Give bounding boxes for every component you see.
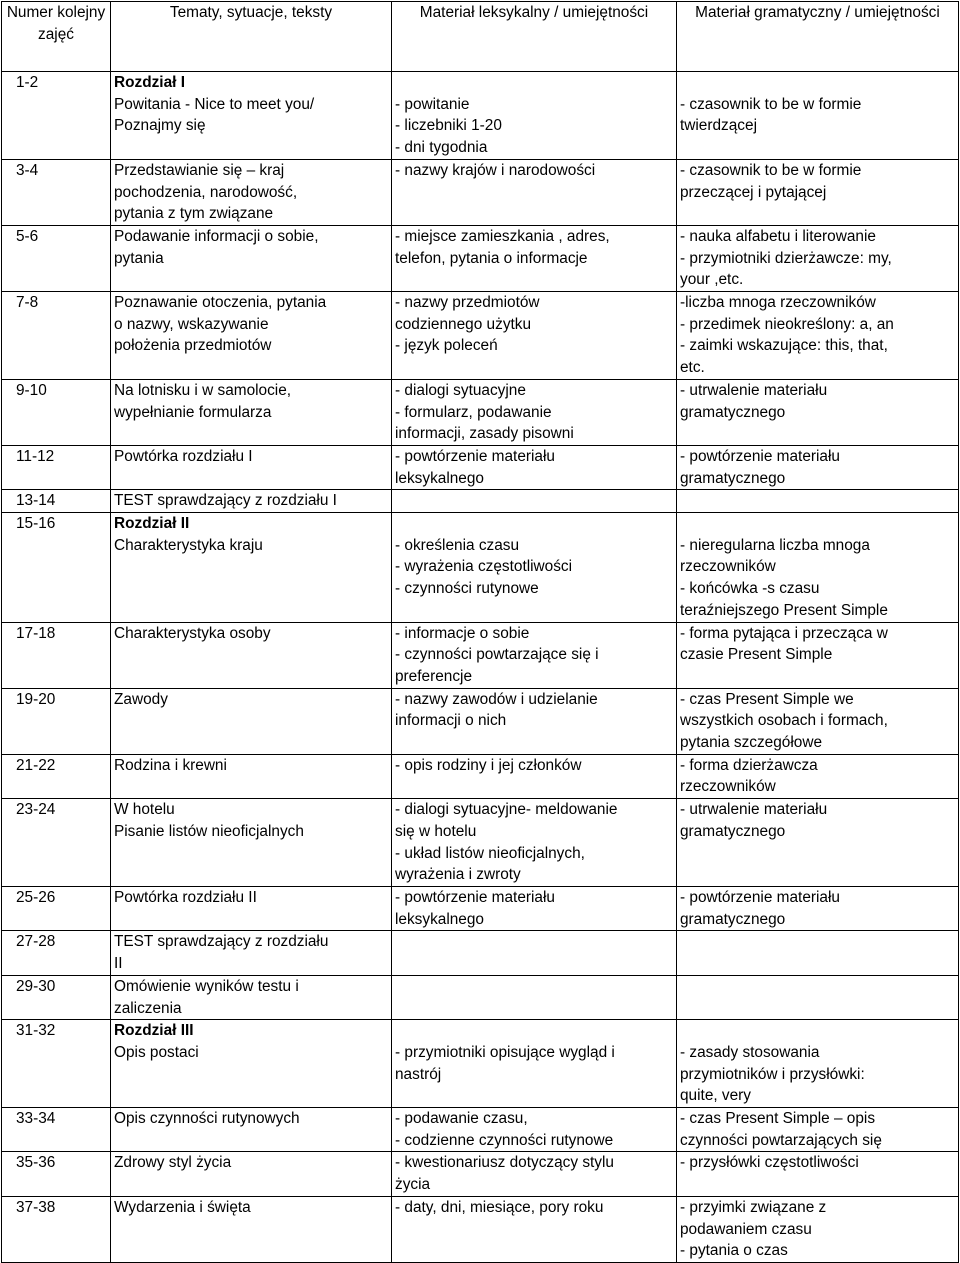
- grammar-line: gramatycznego: [680, 403, 786, 421]
- lexical-line: - układ listów nieoficjalnych,: [395, 844, 585, 862]
- topic-cell: [111, 886, 392, 930]
- topic-line: Opis czynności rutynowych: [114, 1110, 300, 1127]
- grammar-cell: [677, 490, 959, 513]
- lexical-cell: [392, 975, 677, 1019]
- chapter-heading: Rozdział III: [114, 1022, 194, 1040]
- lexical-line: - liczebniki 1-20: [395, 117, 502, 135]
- grammar-line: etc.: [680, 359, 705, 377]
- topic-line: Rodzina i krewni: [114, 756, 227, 774]
- grammar-line: rzeczowników: [680, 778, 776, 796]
- grammar-cell: [677, 1152, 959, 1196]
- lesson-number: 3-4: [2, 159, 111, 225]
- topic-line: Przedstawianie się – kraj: [114, 161, 285, 179]
- header-row: [2, 2, 959, 72]
- grammar-cell: [677, 799, 959, 887]
- grammar-line: - końcówka -s czasu: [680, 580, 820, 598]
- topic-cell: [111, 931, 392, 975]
- topic-cell: [111, 1020, 392, 1108]
- lexical-cell: [392, 754, 677, 798]
- table-row: [2, 688, 959, 754]
- header-topics: Tematy, sytuacje, teksty: [111, 2, 392, 72]
- grammar-cell: [677, 72, 959, 160]
- topic-cell: [111, 292, 392, 380]
- lexical-line: - nazwy przedmiotów: [395, 294, 540, 312]
- lexical-line: leksykalnego: [395, 469, 484, 487]
- grammar-line: your ,etc.: [680, 271, 744, 289]
- grammar-line: - przyimki związane z: [680, 1198, 827, 1216]
- grammar-line: - utrwalenie materiału: [680, 801, 828, 819]
- lexical-line: leksykalnego: [395, 910, 484, 928]
- topic-cell: [111, 1196, 392, 1262]
- topic-line: Powtórka rozdziału II: [114, 888, 257, 906]
- lexical-cell: [392, 1152, 677, 1196]
- topic-cell: [111, 754, 392, 798]
- lexical-line: nastrój: [395, 1065, 442, 1083]
- grammar-cell: [677, 445, 959, 489]
- topic-line: pochodzenia, narodowość,: [114, 183, 298, 201]
- grammar-line: -liczba mnoga rzeczowników: [680, 294, 876, 312]
- lexical-cell: [392, 72, 677, 160]
- topic-line: Powtórka rozdziału I: [114, 447, 253, 465]
- grammar-line: czynności powtarzających się: [680, 1131, 882, 1149]
- topic-line: Opis postaci: [114, 1043, 199, 1061]
- lesson-number: 1-2: [2, 72, 111, 160]
- grammar-line: - pytania o czas: [680, 1242, 788, 1260]
- lexical-cell: [392, 1020, 677, 1108]
- topic-line: wypełnianie formularza: [114, 403, 272, 421]
- grammar-cell: [677, 225, 959, 291]
- lexical-line: - powitanie: [395, 95, 470, 113]
- grammar-line: - przymiotniki dzierżawcze: my,: [680, 249, 892, 267]
- lexical-line: - informacje o sobie: [395, 624, 530, 642]
- lexical-line: - powtórzenie materiału: [395, 447, 555, 465]
- lexical-line: informacji, zasady pisowni: [395, 425, 574, 443]
- topic-cell: [111, 799, 392, 887]
- lesson-number: 25-26: [2, 886, 111, 930]
- grammar-line: pytania szczegółowe: [680, 734, 823, 752]
- topic-cell: [111, 975, 392, 1019]
- topic-line: Poznawanie otoczenia, pytania: [114, 294, 327, 312]
- topic-line: pytania z tym związane: [114, 205, 274, 223]
- topic-cell: [111, 159, 392, 225]
- grammar-line: wszystkich osobach i formach,: [680, 712, 888, 730]
- topic-line: TEST sprawdzający z rozdziału: [114, 933, 329, 951]
- lexical-line: - dni tygodnia: [395, 139, 488, 157]
- lexical-line: - określenia czasu: [395, 536, 520, 554]
- grammar-line: - zasady stosowania: [680, 1043, 820, 1061]
- lexical-line: - powtórzenie materiału: [395, 888, 555, 906]
- lesson-number: 33-34: [2, 1108, 111, 1152]
- grammar-line: - nauka alfabetu i literowanie: [680, 227, 876, 245]
- lexical-line: - formularz, podawanie: [395, 403, 552, 421]
- grammar-line: - zaimki wskazujące: this, that,: [680, 337, 888, 355]
- topic-line: pytania: [114, 249, 164, 267]
- topic-line: Zawody: [114, 690, 168, 708]
- grammar-line: przymiotników i przysłówki:: [680, 1065, 865, 1083]
- topic-line: Charakterystyka kraju: [114, 536, 263, 554]
- table-row: [2, 513, 959, 623]
- table-row: [2, 292, 959, 380]
- grammar-line: quite, very: [680, 1087, 752, 1105]
- topic-cell: [111, 490, 392, 513]
- lexical-cell: [392, 886, 677, 930]
- grammar-cell: [677, 688, 959, 754]
- grammar-cell: [677, 159, 959, 225]
- spacer: [395, 72, 673, 94]
- table-row: [2, 754, 959, 798]
- topic-cell: [111, 622, 392, 688]
- topic-cell: [111, 225, 392, 291]
- grammar-cell: [677, 931, 959, 975]
- table-row: [2, 225, 959, 291]
- lexical-cell: [392, 931, 677, 975]
- topic-line: Na lotnisku i w samolocie,: [114, 381, 292, 399]
- lexical-line: - podawanie czasu,: [395, 1110, 528, 1127]
- table-row: [2, 886, 959, 930]
- topic-cell: [111, 1152, 392, 1196]
- grammar-cell: [677, 1108, 959, 1152]
- grammar-line: gramatycznego: [680, 910, 786, 928]
- lesson-number: 19-20: [2, 688, 111, 754]
- lesson-number: 31-32: [2, 1020, 111, 1108]
- lexical-line: - przymiotniki opisujące wygląd i: [395, 1043, 615, 1061]
- lexical-line: telefon, pytania o informacje: [395, 249, 588, 267]
- lexical-line: - opis rodziny i jej członków: [395, 756, 582, 774]
- grammar-cell: [677, 1020, 959, 1108]
- lexical-cell: [392, 799, 677, 887]
- topic-line: TEST sprawdzający z rozdziału I: [114, 492, 337, 510]
- lexical-cell: [392, 513, 677, 623]
- header-grammar: Materiał gramatyczny / umiejętności: [677, 2, 959, 72]
- table-row: [2, 622, 959, 688]
- table-row: [2, 799, 959, 887]
- table-row: [2, 1152, 959, 1196]
- lexical-cell: [392, 159, 677, 225]
- table-row: [2, 445, 959, 489]
- table-row: [2, 72, 959, 160]
- topic-line: Powitania - Nice to meet you/: [114, 95, 315, 113]
- table-row: [2, 975, 959, 1019]
- lesson-number: 29-30: [2, 975, 111, 1019]
- grammar-line: - utrwalenie materiału: [680, 381, 828, 399]
- lexical-line: preferencje: [395, 667, 472, 685]
- lexical-cell: [392, 1108, 677, 1152]
- grammar-line: twierdzącej: [680, 117, 757, 135]
- grammar-cell: [677, 292, 959, 380]
- spacer: [395, 513, 673, 535]
- lexical-cell: [392, 225, 677, 291]
- lexical-line: wyrażenia i zwroty: [395, 866, 521, 884]
- grammar-line: - czasownik to be w formie: [680, 161, 862, 179]
- table-row: [2, 159, 959, 225]
- spacer: [680, 513, 955, 535]
- spacer: [680, 1020, 955, 1042]
- grammar-line: - czasownik to be w formie: [680, 95, 862, 113]
- lexical-cell: [392, 292, 677, 380]
- topic-cell: [111, 513, 392, 623]
- grammar-line: gramatycznego: [680, 822, 786, 840]
- table-row: [2, 490, 959, 513]
- lexical-line: - nazwy krajów i narodowości: [395, 161, 596, 179]
- topic-line: II: [114, 955, 123, 973]
- lesson-number: 21-22: [2, 754, 111, 798]
- grammar-line: przeczącej i pytającej: [680, 183, 827, 201]
- grammar-line: gramatycznego: [680, 469, 786, 487]
- lexical-line: - codzienne czynności rutynowe: [395, 1131, 614, 1149]
- topic-line: Poznajmy się: [114, 117, 206, 135]
- chapter-heading: Rozdział II: [114, 515, 190, 533]
- topic-line: Charakterystyka osoby: [114, 624, 271, 642]
- table-row: [2, 1108, 959, 1152]
- grammar-line: - powtórzenie materiału: [680, 888, 840, 906]
- header-number: Numer kolejny zajęć: [2, 2, 111, 72]
- grammar-line: - przedimek nieokreślony: a, an: [680, 315, 894, 333]
- topic-line: Omówienie wyników testu i: [114, 977, 299, 995]
- topic-line: Wydarzenia i święta: [114, 1198, 251, 1216]
- lexical-cell: [392, 445, 677, 489]
- topic-line: W hotelu: [114, 801, 175, 819]
- grammar-line: - powtórzenie materiału: [680, 447, 840, 465]
- topic-cell: [111, 688, 392, 754]
- lexical-cell: [392, 688, 677, 754]
- topic-line: Podawanie informacji o sobie,: [114, 227, 319, 245]
- lexical-cell: [392, 379, 677, 445]
- lexical-line: - miejsce zamieszkania , adres,: [395, 227, 610, 245]
- grammar-cell: [677, 1196, 959, 1262]
- spacer: [680, 72, 955, 94]
- lexical-line: - kwestionariusz dotyczący stylu: [395, 1154, 614, 1172]
- lesson-number: 17-18: [2, 622, 111, 688]
- grammar-cell: [677, 975, 959, 1019]
- chapter-heading: Rozdział I: [114, 74, 185, 91]
- lesson-number: 11-12: [2, 445, 111, 489]
- grammar-line: - czas Present Simple – opis: [680, 1110, 876, 1127]
- topic-cell: [111, 1108, 392, 1152]
- lesson-number: 27-28: [2, 931, 111, 975]
- grammar-line: - przysłówki częstotliwości: [680, 1154, 859, 1172]
- lesson-number: 5-6: [2, 225, 111, 291]
- lesson-number: 23-24: [2, 799, 111, 887]
- grammar-cell: [677, 513, 959, 623]
- topic-cell: [111, 379, 392, 445]
- topic-line: o nazwy, wskazywanie: [114, 315, 269, 333]
- lesson-number: 37-38: [2, 1196, 111, 1262]
- header-lexical: Materiał leksykalny / umiejętności: [392, 2, 677, 72]
- grammar-line: czasie Present Simple: [680, 646, 833, 664]
- grammar-line: teraźniejszego Present Simple: [680, 601, 888, 619]
- lexical-line: - dialogi sytuacyjne: [395, 381, 526, 399]
- table-row: [2, 931, 959, 975]
- grammar-line: - forma dzierżawcza: [680, 756, 818, 774]
- lesson-number: 35-36: [2, 1152, 111, 1196]
- lexical-cell: [392, 1196, 677, 1262]
- lexical-line: - daty, dni, miesiące, pory roku: [395, 1198, 604, 1216]
- lexical-line: - dialogi sytuacyjne- meldowanie: [395, 801, 618, 819]
- lexical-line: codziennego użytku: [395, 315, 532, 333]
- table-row: [2, 1020, 959, 1108]
- lexical-cell: [392, 490, 677, 513]
- table-row: [2, 1196, 959, 1262]
- topic-cell: [111, 445, 392, 489]
- lexical-cell: [392, 622, 677, 688]
- lesson-number: 7-8: [2, 292, 111, 380]
- topic-line: położenia przedmiotów: [114, 337, 272, 355]
- syllabus-table: [1, 1, 959, 1263]
- grammar-cell: [677, 622, 959, 688]
- topic-line: Pisanie listów nieoficjalnych: [114, 822, 304, 840]
- lexical-line: - język poleceń: [395, 337, 498, 355]
- grammar-line: - nieregularna liczba mnoga: [680, 536, 870, 554]
- grammar-line: podawaniem czasu: [680, 1220, 812, 1238]
- lexical-line: - wyrażenia częstotliwości: [395, 558, 573, 576]
- lexical-line: informacji o nich: [395, 712, 507, 730]
- grammar-line: rzeczowników: [680, 558, 776, 576]
- lexical-line: - czynności rutynowe: [395, 580, 539, 598]
- lesson-number: 15-16: [2, 513, 111, 623]
- lexical-line: się w hotelu: [395, 822, 477, 840]
- lexical-line: - czynności powtarzające się i: [395, 646, 599, 664]
- table-row: [2, 379, 959, 445]
- lesson-number: 9-10: [2, 379, 111, 445]
- topic-line: zaliczenia: [114, 999, 182, 1017]
- lexical-line: życia: [395, 1176, 431, 1194]
- topic-line: Zdrowy styl życia: [114, 1154, 232, 1172]
- lesson-number: 13-14: [2, 490, 111, 513]
- grammar-line: - czas Present Simple we: [680, 690, 854, 708]
- grammar-cell: [677, 379, 959, 445]
- spacer: [395, 1020, 673, 1042]
- topic-cell: [111, 72, 392, 160]
- lexical-line: - nazwy zawodów i udzielanie: [395, 690, 598, 708]
- grammar-line: - forma pytająca i przecząca w: [680, 624, 888, 642]
- grammar-cell: [677, 754, 959, 798]
- grammar-cell: [677, 886, 959, 930]
